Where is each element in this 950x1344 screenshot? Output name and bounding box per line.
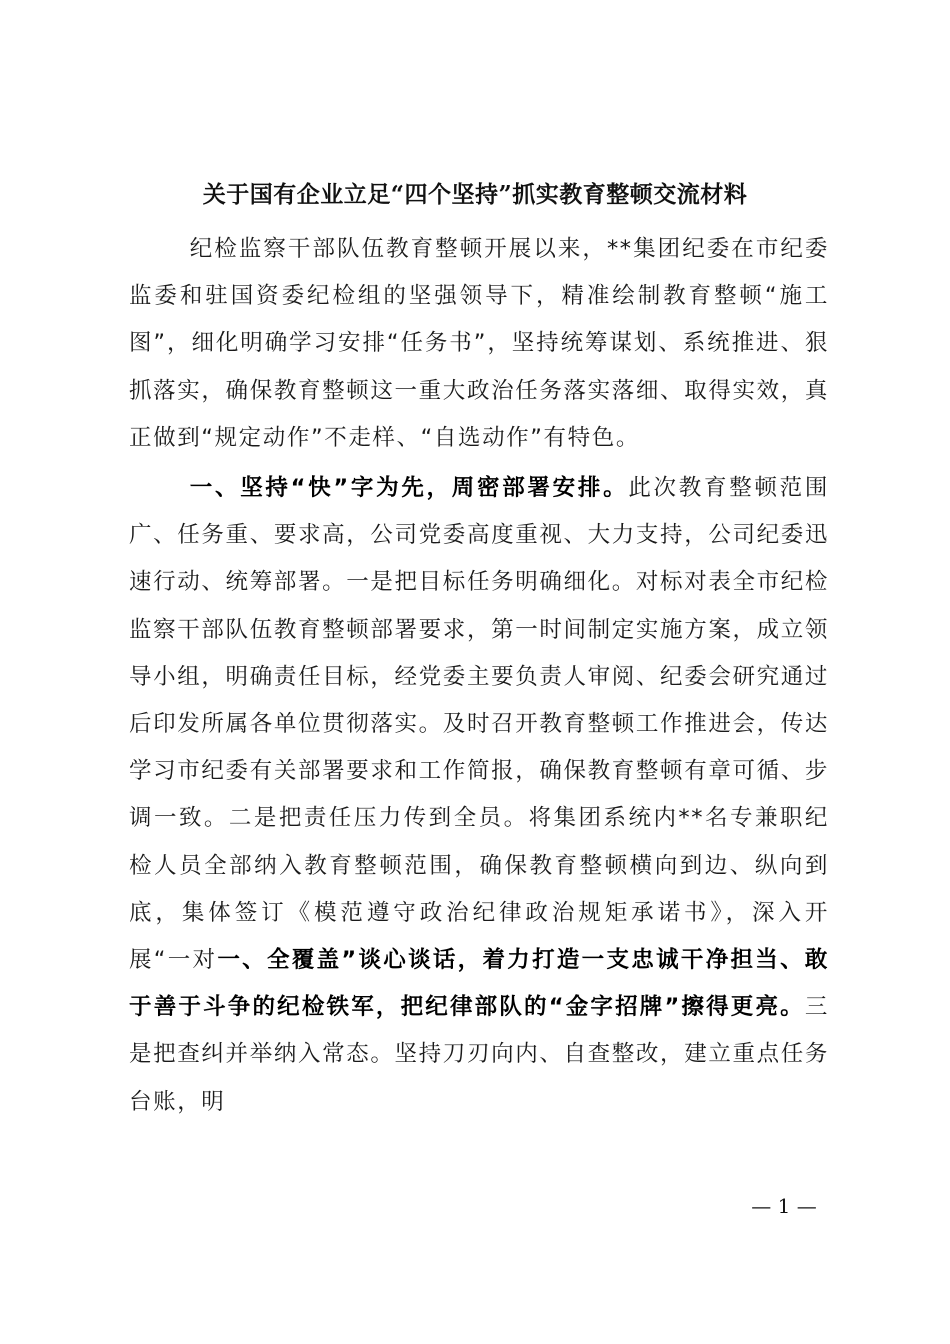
intro-paragraph: 纪检监察干部队伍教育整顿开展以来，**集团纪委在市纪委监委和驻国资委纪检组的坚强领导下，精准绘制教育整顿“施工图”，细化明确学习安排“任务书”，坚持统筹谋划、系统推进、狠抓落实，确保教育整顿这一重大政治任务落实落细、取得实效，真正做到“规定动作”不走样、“自选动作”有特色。 [129,236,829,451]
document-body [129,226,829,1126]
section-one-heading: 一、坚持“快”字为先，周密部署安排。 [189,475,629,502]
section-one-paragraph [129,465,829,1126]
document-title: 关于国有企业立足“四个坚持”抓实教育整顿交流材料 [202,181,748,208]
page-number: — 1 — [751,1194,817,1218]
section-one-bold-phrase: 一、全覆盖”谈心谈话，着力打造一支忠诚干净担当、敢于善于斗争的纪检铁军，把纪律部队的“金字招牌”擦得更亮。 [129,947,829,1021]
section-one-text-continued: 三是把查纠并举纳入常态。坚持刀刃向内、自查整改，建立重点任务台账，明 [129,994,829,1115]
section-one-text: 此次教育整顿范围广、任务重、要求高，公司党委高度重视、大力支持，公司纪委迅速行动、统筹部署。一是把目标任务明确细化。对标对表全市纪检监察干部队伍教育整顿部署要求，第一时间制定实施方案，成立领导小组，明确责任目标，经党委主要负责人审阅、纪委会研究通过后印发所属各单位贯彻落实。及时召开教育整顿工作推进会，传达学习市纪委有关部署要求和工作简报，确保教育整顿有章可循、步调一致。二是把责任压力传到全员。将集团系统内**名专兼职纪检人员全部纳入教育整顿范围，确保教育整顿横向到边、纵向到底，集体签订《模范遵守政治纪律政治规矩承诺书》，深入开展“一对 [129,475,829,974]
